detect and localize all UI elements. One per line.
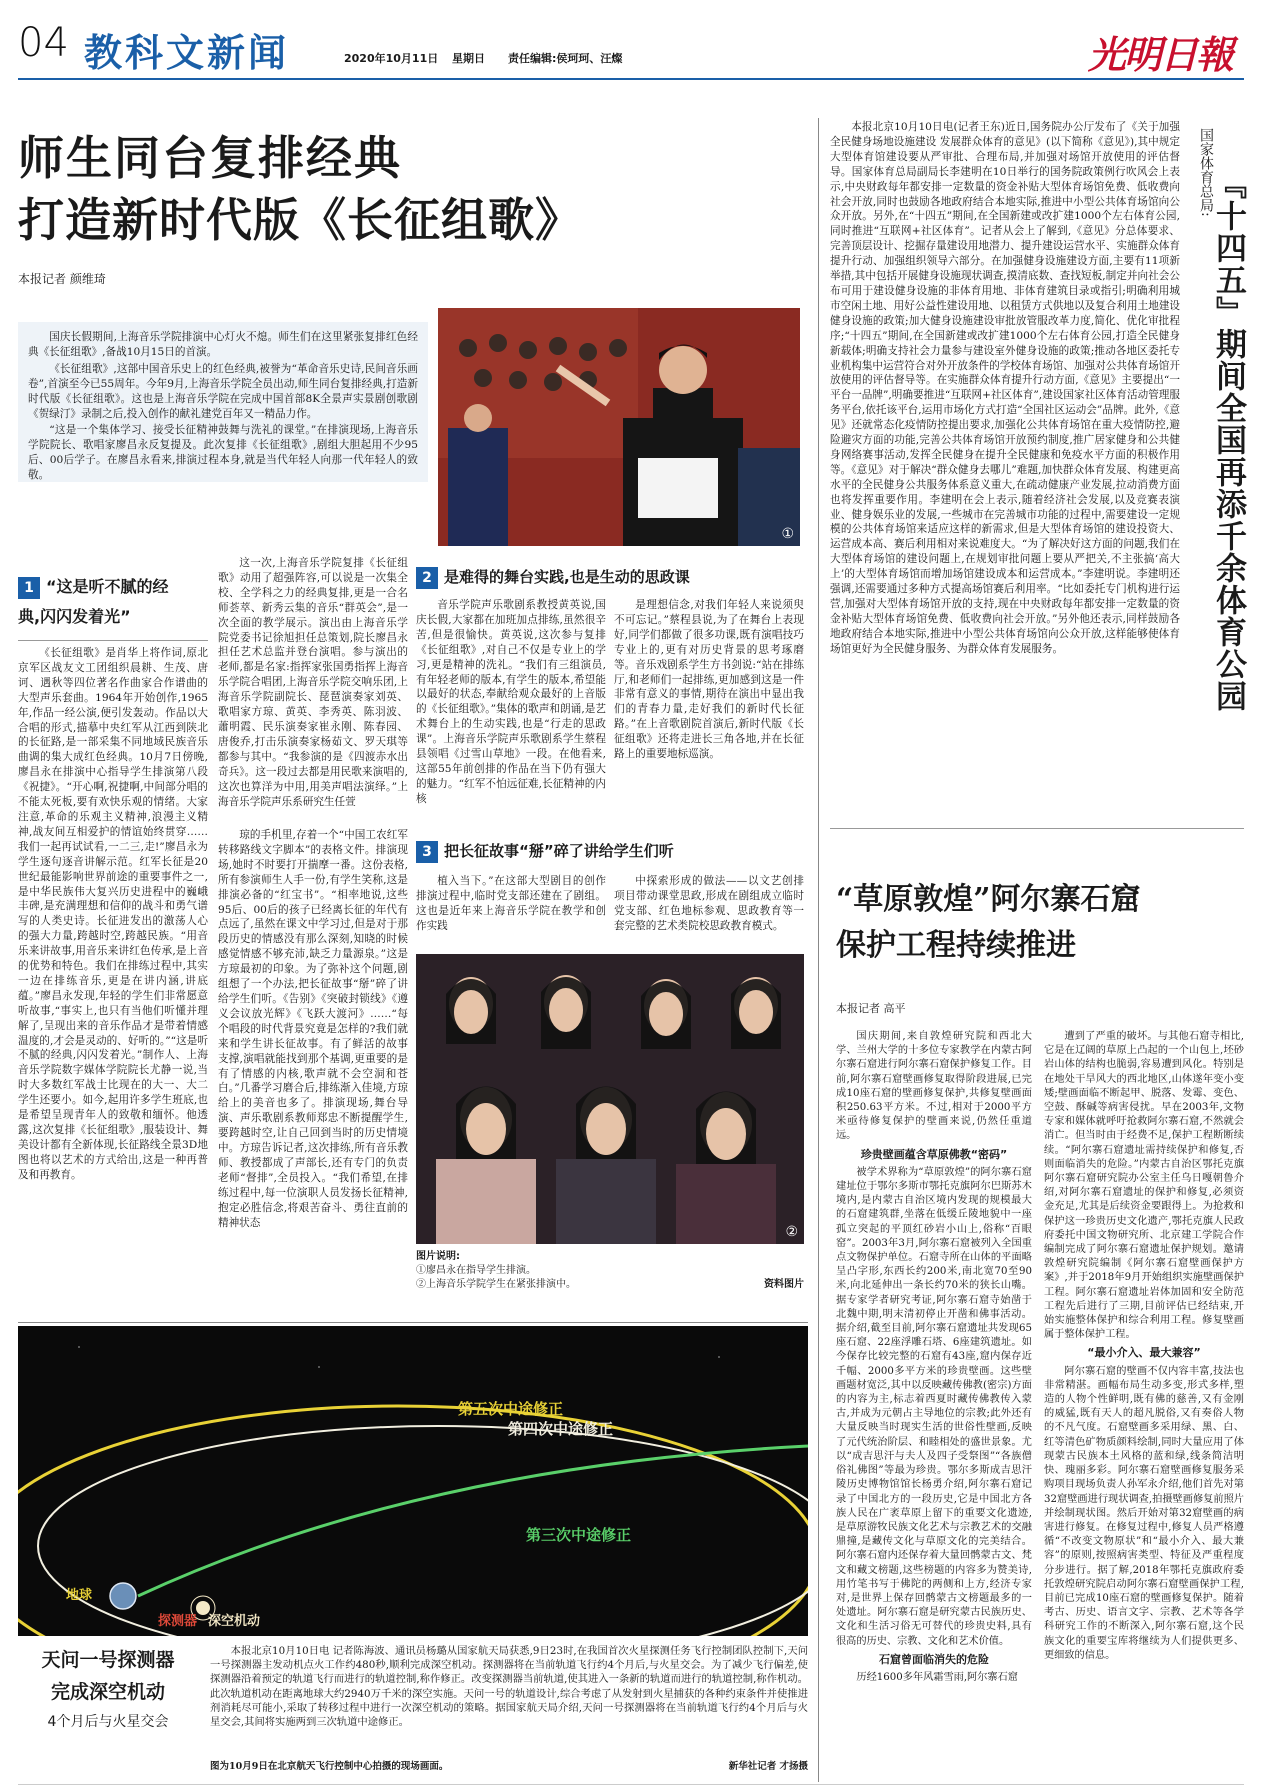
orbit-diagram: [18, 1326, 808, 1636]
tianwen-side-headline: [18, 1644, 198, 1736]
article-text: 被学术界称为“草原敦煌”的阿尔寨石窟建址位于鄂尔多斯市鄂托克旗阿尔巴斯苏木境内,是内蒙古自治区境内发现的规模最大的石窟建筑群,坐落在低缓丘陵地貌中一座孤立突起的平顶红砂岩小山上,俗称“百眼窑”。2003年3月,阿尔寨石窟被列入全国重点文物保护单位。石窟寺所在山体的平面略呈凸字形,东西长约200米,南北宽70至90米,向北延伸出一条长约70米的狭长山嘴。据专家学者研究考证,阿尔寨石窟寺始凿于北魏中期,明末清初停止开凿和佛事活动。据介绍,截至目前,阿尔寨石窟遗址共发现65座石窟、22座浮雕石塔、6座建筑遗址。如今保存比较完整的石窟有43座,窟内保存近千幅、2000多平方米的珍贵壁画。这些壁画题材宽泛,其中以反映藏传佛教(密宗)方面的内容为主,标志着西夏时藏传佛教传入蒙古,并成为元朝占主导地位的宗教;此外还有大量反映当时现实生活的世俗性壁画,反映了元代统治阶层、和睦相处的盛世景象。尤以“成吉思汗与夫人及四子受祭图”“各族僧俗礼佛图”等最为珍贵。鄂尔多斯成吉思汗陵历史博物馆馆长杨勇介绍,阿尔寨石窟记录了中国北方的一段历史,它是中国北方各族人民在广袤草原上留下的重要文化遗迹,是草原游牧民族文化艺术与宗教艺术的交融鼎撞,是藏传文化与草原文化的完美结合。阿尔寨石窟内还保存着大量回鹘蒙古文、梵文和藏文榜题,这些榜题的内容多为赞美诗,用竹笔书写于佛陀的两侧和上方,经济专家对,是世界上保存回鹘蒙古文榜题最多的一处遗址。阿尔寨石窟是研究蒙古民族历史、文化和生活习俗无可替代的珍贵史料,具有很高的历史、宗教、文化和艺术价值。: [836, 1166, 1032, 1647]
newspaper-logo: 光明日報: [1088, 32, 1233, 77]
dunhuang-subhead-3: “最小介入、最大兼容”: [1087, 1346, 1201, 1360]
tianwen-body: [210, 1644, 808, 1756]
dunhuang-column-1: [836, 1030, 1032, 1782]
orbit-label-5th: 第五次中途修正: [458, 1400, 564, 1418]
students-illustration: [416, 954, 804, 1244]
article-text: 本报北京10月10日电(记者王东)近日,国务院办公厅发布了《关于加强全民健身场地设施建设 发展群众体育的意见》(以下简称《意见》),其中规定大型体育馆建设要从严审批、合理布局,并加强对场馆开放使用的评估督导。国家体育总局副局长李建明在10日举行的国务院政策例行吹风会上表示,中央财政每年都安排一定数量的资金补贴大型体育场馆免费、低收费向社会开放,同时也鼓励各地政府结合本地实际,推进中小型公共体育场馆向公众开放。另外,在“十四五”期间,在全国新建或改扩建1000个左右体育公园,同时推进“互联网+社区体育”。记者从会上了解到,《意见》分总体要求、完善顶层设计、挖掘存量建设用地潜力、提升建设运营水平、实施群众体育提升行动、加强组织领导六部分。在加强健身设施建设方面,主要有11项新举措,其中包括开展健身设施现状调查,摸清底数、查找短板,制定并向社会公布可用于建设健身设施的非体育用地、非体育建筑目录或指引;明确利用城市空闲土地、用好公益性建设用地、以租赁方式供地以及复合利用土地建设健身设施的政策;加大健身设施建设审批放管服改革力度,简化、优化审批程序;“十四五”期间,在全国新建或改扩建1000个左右体育公园,打造全民健身新载体;明确支持社会力量参与建设室外健身设施的政策;推动各地区委托专业机构集中运营符合对外开放条件的学校体育场馆、加强对公共体育场馆开放使用的评估督导等。在实施群众体育提升行动方面,《意见》主要提出“一平台一品牌”,明确要推进“互联网+社区体育”,建设国家社区体育活动管理服务平台,依托该平台,运用市场化方式打造“全国社区运动会”品牌。此外,《意见》还就常态化疫情防控提出要求,加强化公共体育场馆在重大疫情防控,避险避灾方面的功能,完善公共体育场馆开放预约制度,推广居家健身和公共健身网络赛事活动,发挥全民健身在提升全民健康和免疫水平方面的积极作用等。《意见》对于解决“群众健身去哪儿”难题,加快群众体育发展、构建更高水平的全民健身公共服务体系意义重大,在疏动健康产业发展,拉动消费方面也将发挥重要作用。李建明在会上表示,随着经济社会发展,以及竞赛表演业、健身娱乐业的发展,一些城市在完善城市功能的过程中,需要建设一定规模的公共体育场馆来适应这样的新需求,但是大型体育场馆的建设投资大、运营成本高、赛后利用相对来说难度大。“为了解决好这方面的问题,我们在大型体育场馆的建设问题上,在规划审批问题上要从严把关,不主张搞‘高大上’的大型体育场馆而增加场馆建设成本和运营成本。”李建明说。李建明还强调,还需要通过多种方式提高场馆赛后利用率。“比如委托专门机构进行运营,加强对大型体育场馆开放的支持,现在中央财政每年都安排一定数量的资金补贴大型体育场馆免费、低收费向社会开放。”另外他还表示,同样鼓励各地政府结合本地实际,推进中小型公共体育场馆向公众开放,这样能够使体育场馆更好为全民健身服务、为群众体育发展服务。: [830, 121, 1180, 655]
lead-intro: [18, 322, 428, 482]
dunhuang-subhead-1: 珍贵壁画蕴含草原佛教“密码”: [860, 1147, 1008, 1161]
section-divider: [18, 1322, 808, 1323]
tianwen-title-2: 完成深空机动: [50, 1681, 165, 1703]
sports-headline: 『十四五』期间全国再添千余体育公园: [1210, 168, 1246, 712]
caption-line: ②上海音乐学院学生在紧张排演中。: [416, 1279, 576, 1290]
dunhuang-subhead-2: 石窟曾面临消失的危险: [879, 1652, 989, 1666]
caption-line: ①廖昌永在指导学生排演。: [416, 1265, 536, 1276]
section-divider: [830, 828, 1244, 829]
sports-body: [830, 120, 1180, 820]
tianwen-title-1: 天问一号探测器: [41, 1649, 175, 1671]
article-text: 《长征组歌》是肖华上将作词,原北京军区战友文工团组织晨耕、生茂、唐诃、遇秋等四位著名作曲家合作谱曲的大型声乐套曲。1964年开始创作,1965年,作品一经公演,便引发轰动。作品以大合唱的形式,描摹中央红军从江西到陕北的长征路,是一部采集不同地域民族音乐曲调的集大成红色经典。10月7日傍晚,廖昌永在排演中心指导学生排演第八段《祝捷》。“开心啊,祝捷啊,中间部分唱的不能太死板,要有欢快乐观的情绪。大家注意,革命的乐观主义精神,浪漫主义精神,战友间互相爱护的情谊始终贯穿……我们一起再试试看,一二三,走!”廖昌永为学生逐句逐音讲解示范。红军长征是20世纪最能影响世界前途的重要事件之一,是中华民族伟大复兴历史进程中的巍峨丰碑,是充满理想和信仰的战斗和勇气谱写的人类史诗。长征进发出的激荡人心的强大力量,跨越时空,跨越民族。“用音乐来讲故事,用音乐来讲红色传承,是上音的优势和特色。我们在排练过程中,其实一边在排练音乐,更是在讲内涵,讲底蕴。”廖昌永发现,年轻的学生们非常愿意听故事,“事实上,也只有当他们听懂并理解了,呈现出来的音乐作品才是带着情感温度的,才会是灵动的、好听的。”“这是听不腻的经典,闪闪发着光。”制作人、上海音乐学院数字媒体学院院长尤静一说,当时大多数红军战士比现在的大一、大二学生还要小。如今,起用许多学生班底,也是希望呈现青年人的致敬和缅怀。他透露,这次复排《长征组歌》,服装设计、舞美设计都有全新体现,长征路线全景3D地图也将以艺术的方式给出,这是一种再普及和再教育。: [18, 647, 208, 1181]
article-text: 本报北京10月10日电 记者陈海波、通讯员杨璐从国家航天局获悉,9日23时,在我国首次火星探测任务飞行控制团队控制下,天问一号探测器主发动机点火工作约480秒,顺利完成深空机动。探测器将在当前轨道飞行约4个月后,与火星交会。为了减少飞行偏差,使探测器沿着预定的轨道飞行而进行的轨道控制,称作修正。改变探测器当前轨道,使其进入一条新的轨道而进行的轨道控制,称作机动。此次轨道机动在距离地球大约2940万千米的深空实施。天问一号的轨道设计,综合考虑了从发射到火星捕获的各种约束条件并使推进剂消耗尽可能小,采取了转移过程中进行一次深空机动的策略。据国家航天局介绍,天问一号探测器将在当前轨道飞行约4个月后与火星交会,其间将实施两到三次轨道中途修正。: [210, 1645, 808, 1729]
photo-students: [416, 954, 804, 1244]
orbit-label-3rd: 第三次中途修正: [526, 1526, 632, 1544]
caption-title: 图片说明:: [416, 1251, 460, 1262]
section-2-column-c: [416, 598, 606, 822]
bottom-rule: [18, 1784, 1244, 1785]
section-3-heading: [416, 840, 806, 863]
dunhuang-headline-1: “草原敦煌”阿尔寨石窟: [836, 882, 1141, 917]
section-2-column-d: [614, 598, 804, 822]
dunhuang-column-2: [1044, 1030, 1244, 1782]
dunhuang-byline: 本报记者 高平: [836, 1002, 906, 1015]
photo-number: ②: [785, 1224, 798, 1240]
section-2-title: 是难得的舞台实践,也是生动的思政课: [444, 568, 690, 586]
issue-date: 2020年10月11日: [344, 52, 439, 65]
section-1-title-b: 典,闪闪发着光”: [18, 607, 131, 626]
section-3-column-c: [416, 874, 606, 950]
article-text: 是理想信念,对我们年轻人来说须臾不可忘记。”蔡程县说,为了在舞台上表现好,同学们都做了很多功课,既有演唱技巧专业上的,更有对历史背景的思考琢磨等。音乐戏剧系学生方书剑说:“站在排练厅,和老师们一起排练,更加感到这是一件非常有意义的事情,期待在演出中显出我们的青春力量,走好我们的新时代长征路。”在上音歌剧院首演后,新时代版《长征组歌》还将走进长三角各地,并在长征路上的重要地标巡演。: [614, 599, 804, 761]
section-number-badge: 2: [416, 567, 438, 589]
section-rule: [18, 640, 208, 641]
dunhuang-headline-2: 保护工程持续推进: [836, 928, 1076, 963]
lead-intro-para: 《长征组歌》,这部中国音乐史上的红色经典,被誉为“革命音乐史诗,民间音乐画卷”,首演至今已55周年。今年9月,上海音乐学院全员出动,师生同台复排经典,打造新时代版《长征组歌》。这也是上海音乐学院在完成中国首部8K全景声实景剧创歌剧《贺绿汀》录制之后,投入创作的献礼建党百年又一精品力作。: [28, 362, 418, 420]
section-3-title: 把长征故事“掰”碎了讲给学生们听: [444, 842, 674, 860]
photo-credit: 资料图片: [764, 1279, 804, 1290]
lead-column-b1: [218, 556, 408, 816]
lead-intro-para: 国庆长假期间,上海音乐学院排演中心灯火不熄。师生们在这里紧张复排红色经典《长征组歌》,备战10月15日的首演。: [28, 331, 418, 358]
tianwen-caption-row: [210, 1760, 808, 1774]
tianwen-orbit-graphic: [18, 1326, 808, 1636]
label-probe: 探测器: [158, 1614, 198, 1629]
article-text: 音乐学院声乐歌剧系教授黄英说,国庆长假,大家都在加班加点排练,虽然很辛苦,但是很愉快。黄英说,这次参与复排《长征组歌》,对自己不仅是专业上的学习,更是精神的洗礼。“我们有三组演员,有年轻老师的版本,有学生的版本,希望能以最好的状态,奉献给观众最好的上音版的《长征组歌》。”集体的歌声和朗诵,是艺术舞台上的生动实践,也是“行走的思政课”。上海音乐学院声乐歌剧系学生蔡程县领唱《过雪山草地》一段。在他看来,这部55年前创排的作品在当下仍有强大的魅力。“红军不怕远征难,长征精神的内核: [416, 599, 606, 805]
section-number-badge: 1: [18, 577, 40, 599]
lead-headline-1: 师生同台复排经典: [18, 131, 402, 185]
article-text: 植入当下。”在这部大型剧目的创作排演过程中,临时党支部还建在了剧组。这也是近年来上海音乐学院在教学和创作实践: [416, 875, 606, 932]
section-number-badge: 3: [416, 841, 438, 863]
photo-conductor: [438, 308, 800, 546]
label-earth: 地球: [66, 1588, 93, 1603]
photo-caption: [416, 1250, 804, 1310]
label-deep-space-maneuver: 深空机动: [208, 1614, 261, 1629]
article-text: 国庆期间,来自敦煌研究院和西北大学、兰州大学的十多位专家教学在内蒙古阿尔寨石窟进行阿尔寨石窟保护修复工作。目前,阿尔寨石窟壁画修复取得阶段进展,已完成10座石窟的壁画修复保护,共修复壁画面积250.63平方米。不过,相对于2000平方米亟待修复保护的壁画来说,仍然任重道远。: [836, 1031, 1032, 1142]
section-2-heading: [416, 566, 806, 589]
tianwen-caption: 图为10月9日在北京航天飞行控制中心拍摄的现场画面。: [210, 1761, 449, 1772]
photo-number: ①: [781, 526, 794, 542]
orbit-label-4th: 第四次中途修正: [508, 1420, 614, 1438]
lead-intro-para: “这是一个集体学习、接受长征精神鼓舞与洗礼的课堂。”在排演现场,上海音乐学院院长、歌唱家廖昌永反复提及。此次复排《长征组歌》,剧组大胆起用不少95后、00后学子。在廖昌永看来,排演过程本身,就是当代年轻人向那一代年轻人的致敬。: [28, 424, 418, 482]
article-text: 遭到了严重的破坏。与其他石窟寺相比,它是在辽阔的草原上凸起的一个山包上,坯砂岩山体的结构也脆弱,容易遭到风化。特别是在地处干旱风大的西北地区,山体遂年变小变矮;壁画面临不断起甲、脱落、发霉、变色、空鼓、酥碱等病害侵扰。早在2003年,文物专家和媒体就呼吁抢救阿尔寨石窟,不然就会消亡。但当时由于经费不足,保护工程断断续续。“阿尔寨石窟遗址需持续保护和修复,否则面临消失的危险。”内蒙古自治区鄂托克旗阿尔寨石窟研究院办公室主任乌日嘎朝鲁介绍,对阿尔寨石窟遗址的保护和修复,必须资金充足,尤其是后续资金要跟得上。为抢救和保护这一珍贵历史文化遗产,鄂托克旗人民政府委托中国文物研究所、北京建工学院合作编制完成了阿尔寨石窟遗址保护规划。邀请敦煌研究院编制《阿尔寨石窟壁画保护方案》,并于2018年9月开始组织实施壁画保护工程。阿尔寨石窟遗址岩体加固和安全防范工程先后进行了三期,目前评估已经结束,开始实施整体保护和综合利用工程。修复壁画属于整体保护工程。: [1044, 1031, 1244, 1341]
article-text: 琼的手机里,存着一个“中国工农红军转移路线文字脚本”的表格文件。排演现场,她时不时要打开揣摩一番。这份表格,所有参演师生人手一份,有学生笑称,这是排演必备的“红宝书”。“相率地说,这些95后、00后的孩子已经离长征的年代有点远了,虽然在课文中学习过,但是对于那段历史的情感没有那么深刻,知晓的时候感觉情感不够充沛,缺乏力量源泉。”这是方琼最初的印象。为了弥补这个问题,剧组想了一个办法,把长征故事“掰”碎了讲给学生们听。《告别》《突破封锁线》《遵义会议放光辉》《飞跃大渡河》……“每个唱段的时代背景究竟是怎样的?我们就来和学生讲长征故事。有了鲜活的故事支撑,演唱就能找到那个基调,更重要的是有了情感的内核,歌声就不会空洞和苍白。”几番学习磨合后,排练渐入佳境,方琼给上的美音也多了。排演现场,舞台导演、声乐歌剧系教师郑忠不断提醒学生,要跨越时空,让自己回到当时的历史情境中。方琼告诉记者,这次排练,所有音乐教师、教授都成了声部长,还有专门的负责老师“督排”,全员投入。“我们希望,在排练过程中,每一位演职人员发扬长征精神,抱定必胜信念,将艰苦奋斗、勇往直前的精神状态: [218, 829, 408, 1229]
section-3-column-d: [614, 874, 804, 950]
editor-credit: 责任编辑:侯珂珂、汪燦: [508, 52, 623, 65]
lead-byline: 本报记者 颜维琦: [18, 272, 106, 286]
column-rule: [818, 118, 819, 1782]
article-text: 中探索形成的做法——以文艺创排项目带动课堂思政,形成在剧组成立临时党支部、红色地标参观、思政教育等一套完整的艺术类院校思政教育模式。: [614, 875, 804, 932]
tianwen-title-3: 4个月后与火星交会: [47, 1714, 169, 1730]
section-1-title-a: “这是听不腻的经: [46, 577, 169, 596]
masthead-rule: [18, 78, 1244, 80]
section-name: 教科文新闻: [84, 30, 290, 75]
page-number: 04: [18, 20, 69, 66]
conductor-illustration: [438, 308, 800, 546]
issue-weekday: 星期日: [452, 52, 485, 65]
article-text: 这一次,上海音乐学院复排《长征组歌》动用了超强阵容,可以说是一次集全校、全学科之力的经典复排,更是一合名师荟萃、新秀云集的音乐“群英会”,是一次全面的教学展示。演出由上海音乐学院党委书记徐旭担任总策划,院长廖昌永担任艺术总监并登台演唱。参与演出的老师,都是名家:指挥家张国勇指挥上海音乐学院合唱团,上海音乐学院交响乐团,上海音乐学院副院长、琵琶演奏家刘英、歌唱家方琼、黄英、李秀英、陈羽波、蕭明霞、民乐演奏家崔永刚、陈春园、唐俊乔,打击乐演奏家杨茹文、罗天琪等都参与其中。“我参演的是《四渡赤水出奇兵》。这一段过去都是用民歌来演唱的,这次也算洋为中用,用美声唱法演绎。”上海音乐学院声乐系研究生任萱: [218, 557, 408, 808]
tianwen-photo-credit: 新华社记者 才扬摄: [728, 1761, 808, 1772]
article-text: 历经1600多年风霜雪雨,阿尔寨石窟: [856, 1671, 1018, 1683]
lead-headline-2: 打造新时代版《长征组歌》: [18, 193, 582, 247]
article-text: 阿尔寨石窟的壁画不仅内容丰富,技法也非常精湛。画幅布局生动多变,形式多样,塑造的人物个性鲜明,既有佛的慈善,又有金刚的威猛,既有天人的超凡脱俗,又有奏俗人物的不凡气度。石窟壁画多采用绿、黑、白、红等清色矿物质颜料绘制,同时大量应用了体现蒙古民族本土风格的蓝和绿,线条简洁明快、瑰丽多彩。阿尔寨石窟壁画修复服务采购项目现场负责人孙军永介绍,他们首先对第32窟壁画进行现状调查,拍摄壁画修复前照片并绘制现状图。然后开始对第32窟壁画的病害进行修复。在修复过程中,修复人员严格遵循“不改变文物原状”和“最小介入、最大兼容”的原则,按照病害类型、特征及严重程度分步进行。据了解,2018年鄂托克旗政府委托敦煌研究院启动阿尔寨石窟壁画保护工程,目前已完成10座石窟的壁画修复保护。随着考古、历史、语言文字、宗教、艺术等各学科研究工作的不断深入,阿尔寨石窟,这个民族文化的重要宝库将继续为人们提供更多、更细致的信息。: [1044, 1365, 1244, 1661]
section-1-heading: [18, 572, 208, 632]
sports-kicker: 国家体育总局:: [1198, 128, 1214, 217]
